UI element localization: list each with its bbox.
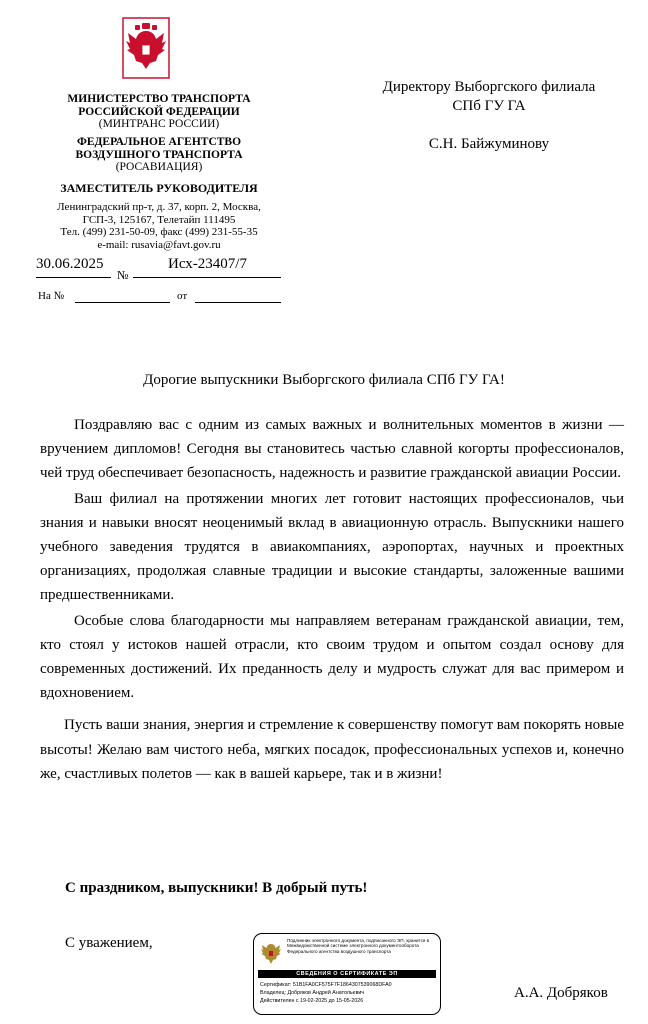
letter-greeting: Дорогие выпускники Выборгского филиала СПб ГУ ГА! <box>143 372 505 388</box>
addressee-block <box>360 78 618 154</box>
org-line: (РОСАВИАЦИЯ) <box>115 161 203 173</box>
signer-name: А.А. Добряков <box>514 985 608 1001</box>
ministry-name <box>30 93 288 131</box>
body-paragraph: Поздравляю вас с одним из самых важных и волнительных моментов в жизни — вручением дипломов! Сегодня вы становитесь частью славной когорты профессионалов, чей труд обеспечивает безопасность, надежность и развитие гражданской авиации России. <box>40 417 624 482</box>
document-number: Исх-23407/7 <box>168 256 247 272</box>
letter-closing: С праздником, выпускники! В добрый путь! <box>65 880 368 896</box>
deputy-title: ЗАМЕСТИТЕЛЬ РУКОВОДИТЕЛЯ <box>60 181 258 195</box>
stamp-title: СВЕДЕНИЯ О СЕРТИФИКАТЕ ЭП <box>258 970 436 978</box>
stamp-owner: Владелец: Добряков Андрей Анатольевич <box>260 990 365 996</box>
address-line: Ленинградский пр-т, д. 37, корп. 2, Москва, <box>57 201 261 213</box>
body-paragraph: Пусть ваши знания, энергия и стремление к совершенству помогут вам покорять новые высоты! Желаю вам чистого неба, мягких посадок, профессиональных успехов и, конечно же, счастливых полетов — как в вашей карьере, так и в жизни! <box>40 717 624 782</box>
ref-label: На № <box>38 290 65 302</box>
org-line: МИНИСТЕРСТВО ТРАНСПОРТА <box>67 93 251 105</box>
coat-of-arms-icon <box>122 17 170 79</box>
letter-body <box>40 413 624 786</box>
stamp-note: Подлинник электронного документа, подписанного ЭП, хранится в Межведомственной системе электронного документооборота Федерального агентства воздушного транспорта <box>287 938 430 954</box>
org-line: (МИНТРАНС РОССИИ) <box>98 118 220 130</box>
stamp-emblem-icon <box>260 940 282 968</box>
ref-from-label: от <box>177 290 188 302</box>
date-underline <box>36 277 111 278</box>
body-paragraph: Особые слова благодарности мы направляем ветеранам гражданской авиации, тем, кто стоял у истоков нашей отрасли, кто своим трудом и опытом создал основу для современных достижений. Их преданность делу и мудрость служат для вас примером и вдохновением. <box>40 612 624 702</box>
addressee-line: Директору Выборгского филиала <box>382 79 596 95</box>
ref-underline <box>75 302 170 303</box>
addressee-line: СПб ГУ ГА <box>452 98 526 114</box>
number-underline <box>133 277 281 278</box>
body-paragraph: Ваш филиал на протяжении многих лет готовит настоящих профессионалов, чьи знания и навыки вносят неоценимый вклад в авиационную отрасль. Выпускники нашего учебного заведения трудятся в авиакомпаниях, аэропортах, научных и проектных организациях, продолжая славные традиции и высокие стандарты, заложенные вашими предшественниками. <box>40 490 624 604</box>
addressee-name: С.Н. Байжуминову <box>428 136 550 152</box>
document-date: 30.06.2025 <box>36 256 104 272</box>
org-line: РОССИЙСКОЙ ФЕДЕРАЦИИ <box>78 105 240 118</box>
address-line: Тел. (499) 231-50-09, факс (499) 231-55-35 <box>60 226 258 238</box>
address-line: ГСП-3, 125167, Телетайп 111495 <box>82 213 236 226</box>
stamp-validity: Действителен с 19-02-2025 до 15-05-2026 <box>260 998 364 1004</box>
stamp-certificate: Сертификат: 51B1FA0CF575F7F1864307539068DFA0 <box>260 982 392 988</box>
number-label: № <box>117 268 129 282</box>
address-line: e-mail: rusavia@favt.gov.ru <box>97 238 221 251</box>
agency-address <box>30 201 288 251</box>
letter-regards: С уважением, <box>65 935 153 951</box>
e-signature-stamp <box>253 933 441 1015</box>
ref-from-underline <box>195 302 281 303</box>
org-line: ФЕДЕРАЛЬНОЕ АГЕНТСТВО <box>76 136 242 148</box>
agency-name <box>30 136 288 174</box>
org-line: ВОЗДУШНОГО ТРАНСПОРТА <box>75 148 243 161</box>
